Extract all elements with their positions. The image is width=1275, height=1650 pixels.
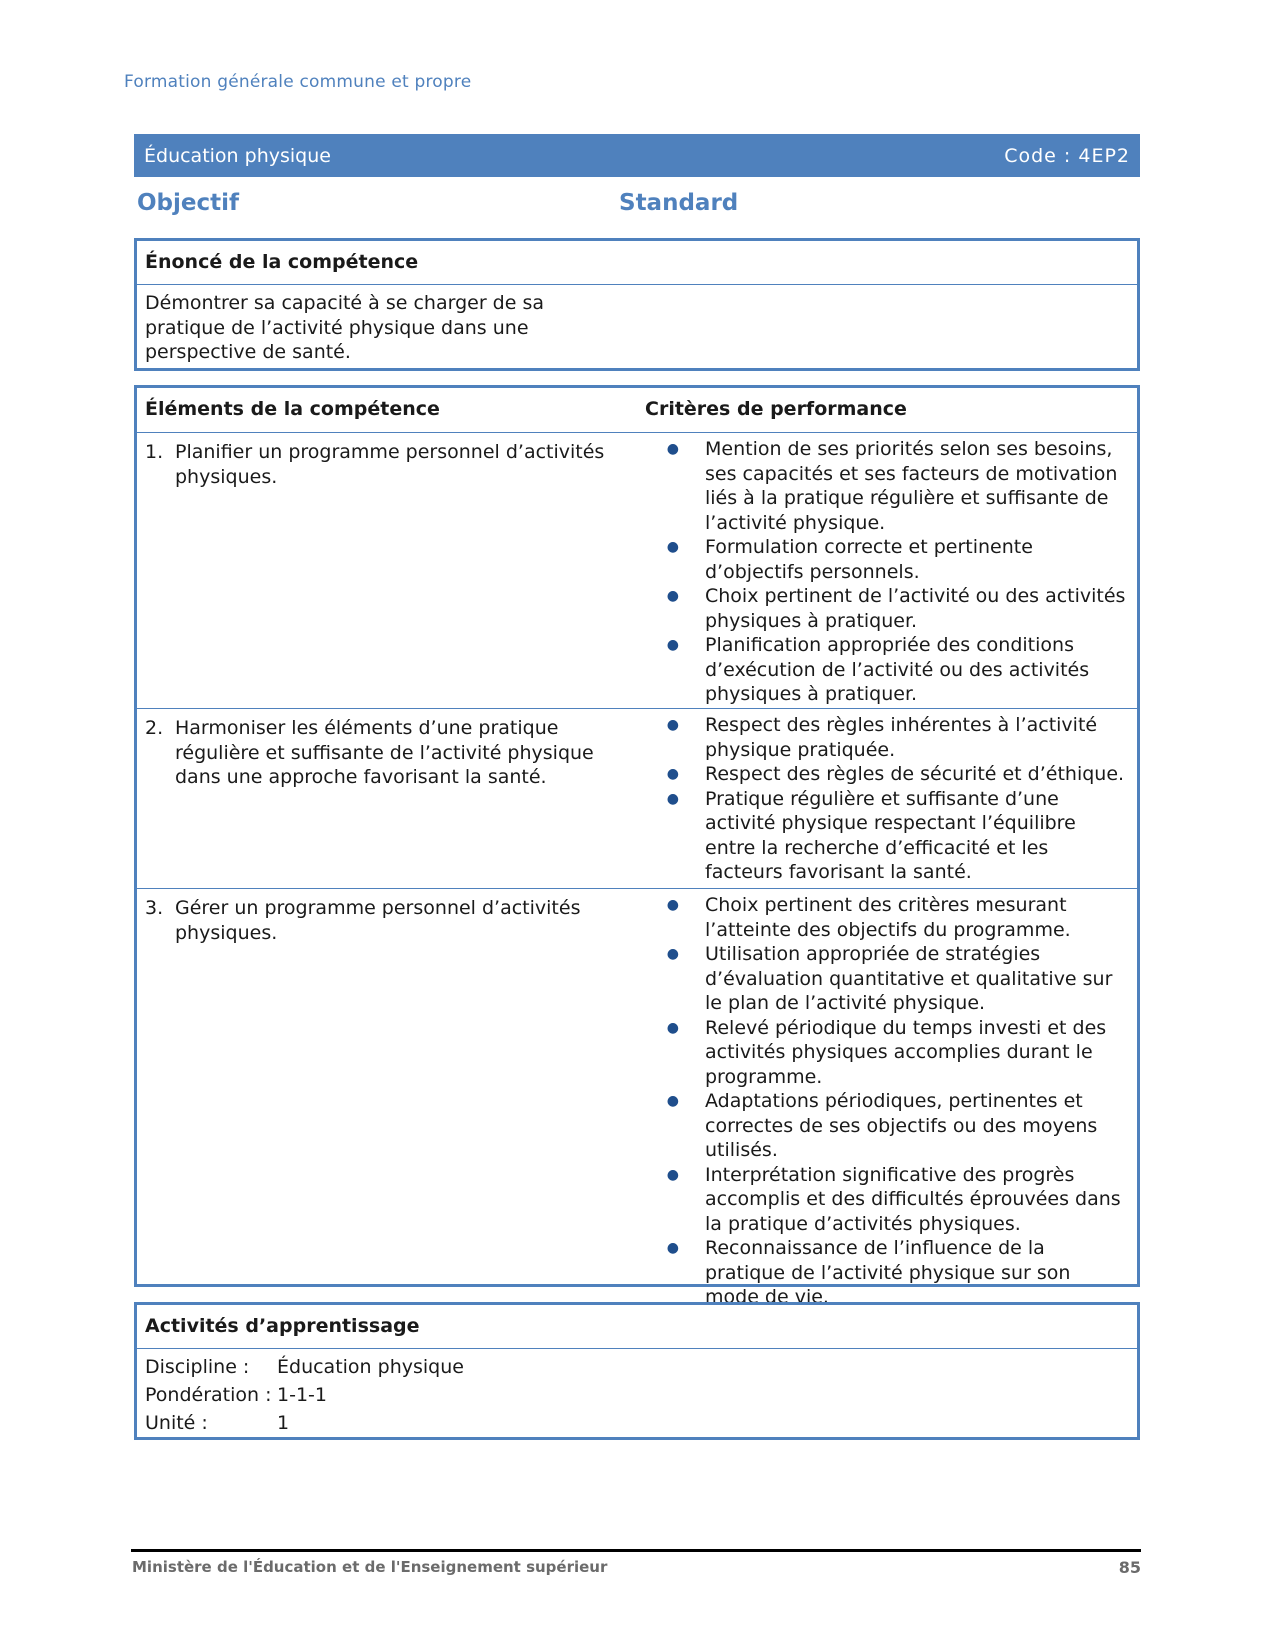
footer-publisher: Ministère de l'Éducation et de l'Enseignement supérieur	[132, 1558, 608, 1576]
element-text: Planifier un programme personnel d’activités physiques.	[175, 441, 605, 488]
enonce-text: Démontrer sa capacité à se charger de sa pratique de l’activité physique dans une perspective de santé.	[145, 292, 545, 363]
bullet-icon: ●	[666, 588, 679, 604]
element-number: 2.	[145, 717, 164, 739]
discipline-field: Discipline : Éducation physique	[145, 1356, 464, 1378]
activites-fields	[137, 1349, 1137, 1441]
list-item: ● Choix pertinent des critères mesurant l’atteinte des objectifs du programme.	[637, 893, 1129, 942]
bullet-icon: ●	[666, 946, 679, 962]
running-head: Formation générale commune et propre	[124, 72, 472, 92]
bullet-icon: ●	[666, 539, 679, 555]
course-title: Éducation physique	[144, 144, 331, 167]
list-item: ● Reconnaissance de l’influence de la pratique de l’activité physique sur son mode de vie.	[637, 1236, 1129, 1310]
bullet-icon: ●	[666, 1240, 679, 1256]
list-item: ● Pratique régulière et suffisante d’une activité physique respectant l’équilibre entre la recherche d’efficacité et les facteurs favorisant la santé.	[637, 787, 1129, 885]
bullet-icon: ●	[666, 1019, 679, 1036]
list-item: ● Respect des règles de sécurité et d’éthique.	[637, 762, 1129, 787]
criteria-cell	[637, 889, 1137, 1308]
elements-table	[134, 385, 1140, 1308]
list-item: ● Adaptations périodiques, pertinentes et correctes de ses objectifs ou des moyens utilisés.	[637, 1089, 1129, 1163]
elements-column-header: Éléments de la compétence	[145, 398, 440, 420]
course-code: Code : 4EP2	[1004, 144, 1130, 167]
bullet-icon: ●	[666, 1166, 679, 1183]
list-item: ● Utilisation appropriée de stratégies d’évaluation quantitative et qualitative sur le plan de l’activité physique.	[637, 942, 1129, 1016]
bullet-icon: ●	[666, 1093, 679, 1109]
table-row	[137, 709, 1137, 889]
enonce-header: Énoncé de la compétence	[137, 241, 1137, 285]
standard-heading: Standard	[619, 190, 739, 216]
bullet-icon: ●	[666, 790, 679, 807]
page-number: 85	[1118, 1558, 1141, 1577]
table-row	[137, 433, 1137, 709]
list-item: ● Interprétation significative des progrès accomplis et des difficultés éprouvées dans la pratique d’activités physiques.	[637, 1163, 1129, 1237]
course-title-band	[134, 134, 1140, 177]
bullet-icon: ●	[666, 637, 679, 653]
element-text: Harmoniser les éléments d’une pratique régulière et suffisante de l’activité physique dans une approche favorisant la santé.	[175, 717, 594, 788]
criteria-cell	[637, 433, 1137, 708]
enonce-box	[134, 238, 1140, 371]
element-cell	[137, 889, 637, 1285]
bullet-icon: ●	[666, 897, 679, 913]
objectif-heading: Objectif	[137, 190, 240, 216]
criteria-column-header: Critères de performance	[645, 398, 907, 420]
elements-table-header	[137, 388, 1137, 433]
element-text: Gérer un programme personnel d’activités physiques.	[175, 897, 581, 944]
list-item: ● Choix pertinent de l’activité ou des activités physiques à pratiquer.	[637, 584, 1129, 633]
criteria-cell	[637, 709, 1137, 888]
bullet-icon: ●	[666, 766, 679, 782]
list-item: ● Mention de ses priorités selon ses besoins, ses capacités et ses facteurs de motivation liés à la pratique régulière et suffisante de l’activité physique.	[637, 437, 1129, 535]
element-number: 3.	[145, 897, 164, 919]
list-item: ● Respect des règles inhérentes à l’activité physique pratiquée.	[637, 713, 1129, 762]
list-item: ● Formulation correcte et pertinente d’objectifs personnels.	[637, 535, 1129, 584]
list-item: ● Planification appropriée des conditions d’exécution de l’activité ou des activités physiques à pratiquer.	[637, 633, 1129, 707]
section-heads	[134, 190, 1140, 226]
element-number: 1.	[145, 441, 164, 463]
unite-field: Unité : 1	[145, 1412, 290, 1434]
table-row	[137, 889, 1137, 1308]
bullet-icon: ●	[666, 441, 679, 457]
list-item: ● Relevé périodique du temps investi et des activités physiques accomplies durant le programme.	[637, 1016, 1129, 1090]
element-cell	[137, 709, 637, 888]
footer-divider	[131, 1549, 1141, 1552]
ponderation-field: Pondération : 1-1-1	[145, 1384, 327, 1406]
bullet-icon: ●	[666, 717, 679, 733]
activites-box	[134, 1302, 1140, 1440]
activites-header: Activités d’apprentissage	[137, 1305, 1137, 1349]
element-cell	[137, 433, 637, 708]
